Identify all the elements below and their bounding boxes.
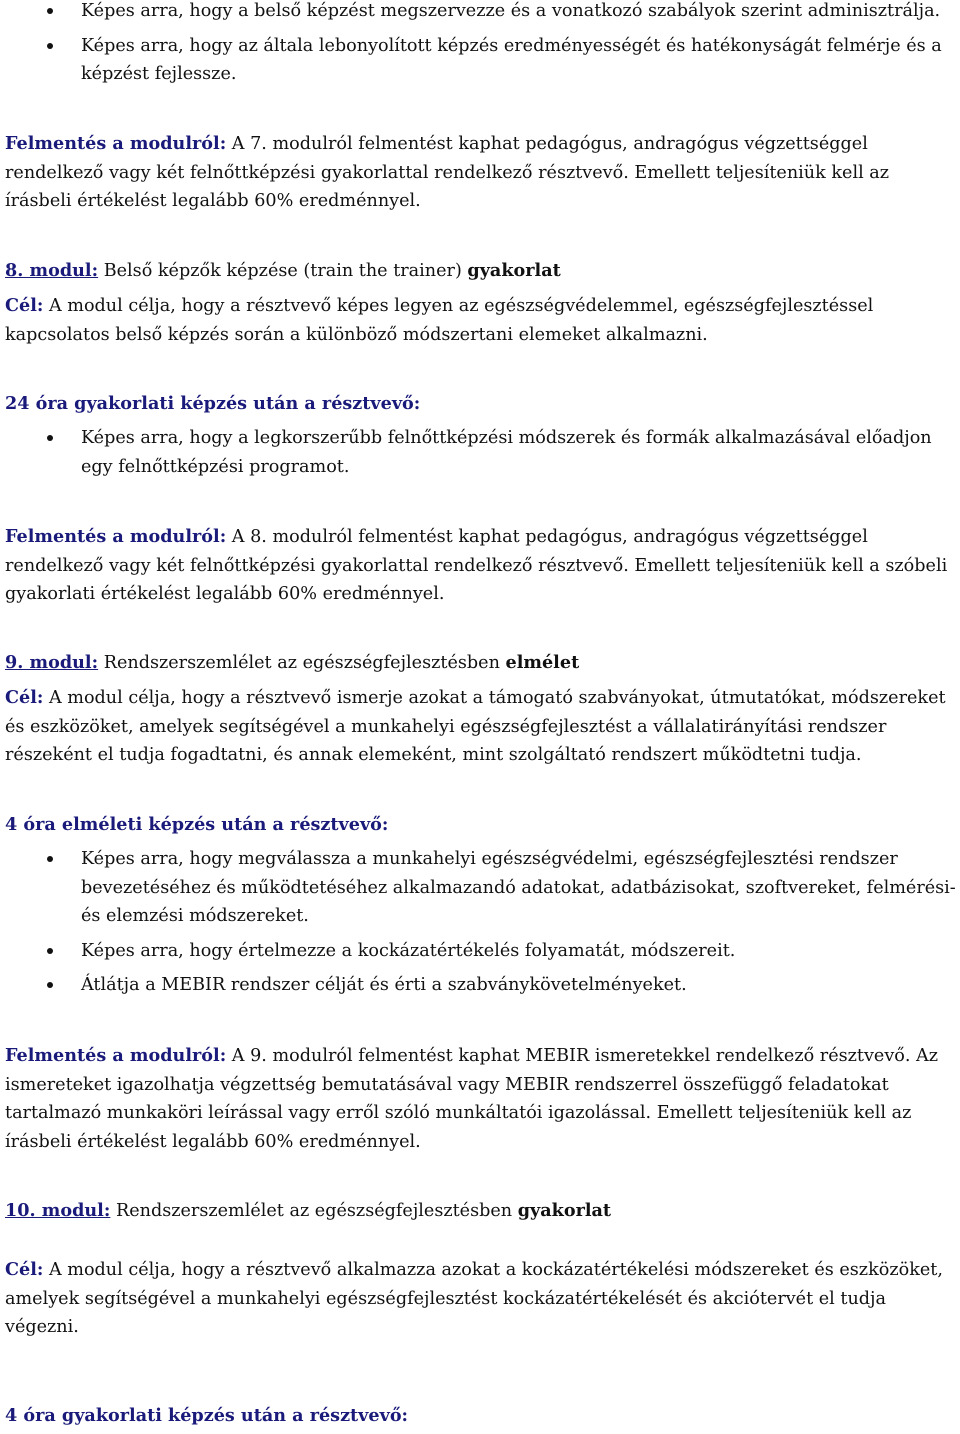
module-number: 8. modul:: [5, 260, 99, 281]
module-8-goal: [5, 292, 957, 349]
exemption-text: A 8. modulról felmentést kaphat pedagógus, andragógus végzettséggel rendelkező vagy két felnőttképzési gyakorlattal rendelkező résztvevő. Emellett teljesíteniük kell a szóbeli gyakorlati értékelést legalább 60% eredménnyel.: [5, 527, 948, 604]
module-10-goal: [5, 1256, 957, 1342]
bullet-text: Képes arra, hogy megválassza a munkahelyi egészségvédelmi, egészségfejlesztési rendszer bevezetéséhez és működtetéséhez alkalmazandó adatokat, adatbázisokat, szoftvereket, felmérési- és elemzési módszereket.: [81, 849, 956, 926]
module-8-bullet-list: [5, 424, 957, 481]
module-number: 9. modul:: [5, 652, 99, 673]
bullet-text: Képes arra, hogy a legkorszerűbb felnőttképzési módszerek és formák alkalmazásával előadjon egy felnőttképzési programot.: [81, 428, 932, 477]
goal-label: Cél:: [5, 687, 44, 708]
goal-text: A modul célja, hogy a résztvevő alkalmazza azokat a kockázatértékelési módszereket és eszközöket, amelyek segítségével a munkahelyi egészségfejlesztést kockázatértékelését és akciótervét el tudja végezni.: [5, 1260, 943, 1337]
module-10-heading: [5, 1197, 957, 1226]
exemption-module-9: [5, 1042, 957, 1156]
intro-bullet-list: [5, 0, 957, 89]
exemption-module-7: [5, 130, 957, 216]
goal-text: A modul célja, hogy a résztvevő képes legyen az egészségvédelemmel, egészségfejlesztéssel kapcsolatos belső képzés során a különböző módszertani elemeket alkalmazni.: [5, 296, 874, 345]
bullet-text: Képes arra, hogy értelmezze a kockázatértékelés folyamatát, módszereit.: [81, 940, 736, 961]
module-type: elmélet: [505, 652, 580, 673]
list-item: [5, 845, 957, 931]
exemption-label: Felmentés a modulról:: [5, 1045, 227, 1066]
exemption-module-8: [5, 523, 957, 609]
module-8-heading: [5, 257, 957, 286]
list-item: [5, 424, 957, 481]
goal-label: Cél:: [5, 1259, 44, 1280]
bullet-text: Átlátja a MEBIR rendszer célját és érti a szabványkövetelményeket.: [81, 975, 687, 995]
module-9-after-heading: 4 óra elméleti képzés után a résztvevő:: [5, 814, 389, 835]
module-type: gyakorlat: [517, 1200, 612, 1221]
module-10-after-heading: 4 óra gyakorlati képzés után a résztvevő:: [5, 1405, 409, 1426]
module-title: Rendszerszemlélet az egészségfejlesztésben: [110, 1201, 518, 1221]
module-9-goal: [5, 684, 957, 770]
bullet-text: Képes arra, hogy a belső képzést megszervezze és a vonatkozó szabályok szerint adminisztrálja.: [81, 1, 941, 21]
list-item: [5, 937, 957, 966]
exemption-text: A 9. modulról felmentést kaphat MEBIR ismeretekkel rendelkező résztvevő. Az ismereteket igazolhatja végzettség bemutatásával vagy MEBIR rendszerrel összefüggő feladatokat tartalmazó munkaköri leírással vagy erről szóló munkáltatói igazolással. Emellett teljesíteniük kell az írásbeli értékelést legalább 60% eredménnyel.: [5, 1046, 939, 1152]
module-9-bullet-list: [5, 845, 957, 1000]
goal-text: A modul célja, hogy a résztvevő ismerje azokat a támogató szabványokat, útmutatókat, módszereket és eszközöket, amelyek segítségével a munkahelyi egészségfejlesztést a vállalatirányítási rendszer részeként el tudja fogadtatni, és annak elemeként, mint szolgáltató rendszert működtetni tudja.: [5, 688, 946, 765]
list-item: [5, 32, 957, 89]
exemption-label: Felmentés a modulról:: [5, 133, 227, 154]
module-8-after-heading: 24 óra gyakorlati képzés után a résztvevő:: [5, 393, 421, 414]
module-title: Rendszerszemlélet az egészségfejlesztésben: [98, 653, 506, 673]
list-item: [5, 971, 957, 1000]
module-title: Belső képzők képzése (train the trainer): [98, 261, 468, 281]
bullet-text: Képes arra, hogy az általa lebonyolított képzés eredményességét és hatékonyságát felmérje és a képzést fejlessze.: [81, 35, 942, 84]
module-type: gyakorlat: [467, 260, 561, 281]
list-item: [5, 0, 957, 26]
module-number: 10. modul:: [5, 1200, 111, 1221]
module-9-heading: [5, 649, 957, 678]
exemption-label: Felmentés a modulról:: [5, 526, 227, 547]
exemption-text: A 7. modulról felmentést kaphat pedagógus, andragógus végzettséggel rendelkező vagy két felnőttképzési gyakorlattal rendelkező résztvevő. Emellett teljesíteniük kell az írásbeli értékelést legalább 60% eredménnyel.: [5, 134, 890, 211]
goal-label: Cél:: [5, 295, 44, 316]
